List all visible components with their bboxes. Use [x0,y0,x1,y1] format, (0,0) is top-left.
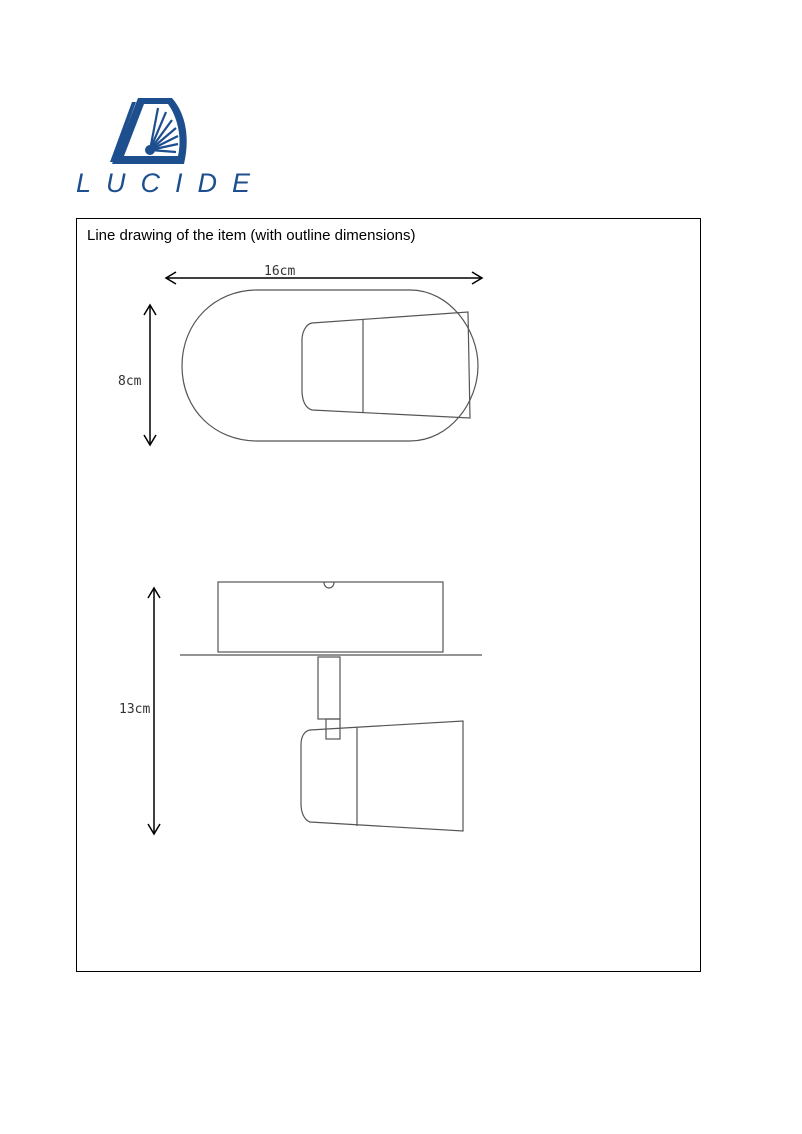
depth-dimension-label: 8cm [118,374,142,389]
top-view-body [182,290,478,441]
side-view-mounting-box [218,582,443,652]
section-title: Line drawing of the item (with outline dimensions) [87,227,416,244]
height-dimension-label: 13cm [119,702,151,717]
side-view-spot-head [301,721,463,831]
brand-wordmark: LUCIDE [76,168,266,198]
width-dimension-label: 16cm [264,264,296,279]
side-view-stem [318,657,340,719]
top-view-spot-head [302,312,470,418]
